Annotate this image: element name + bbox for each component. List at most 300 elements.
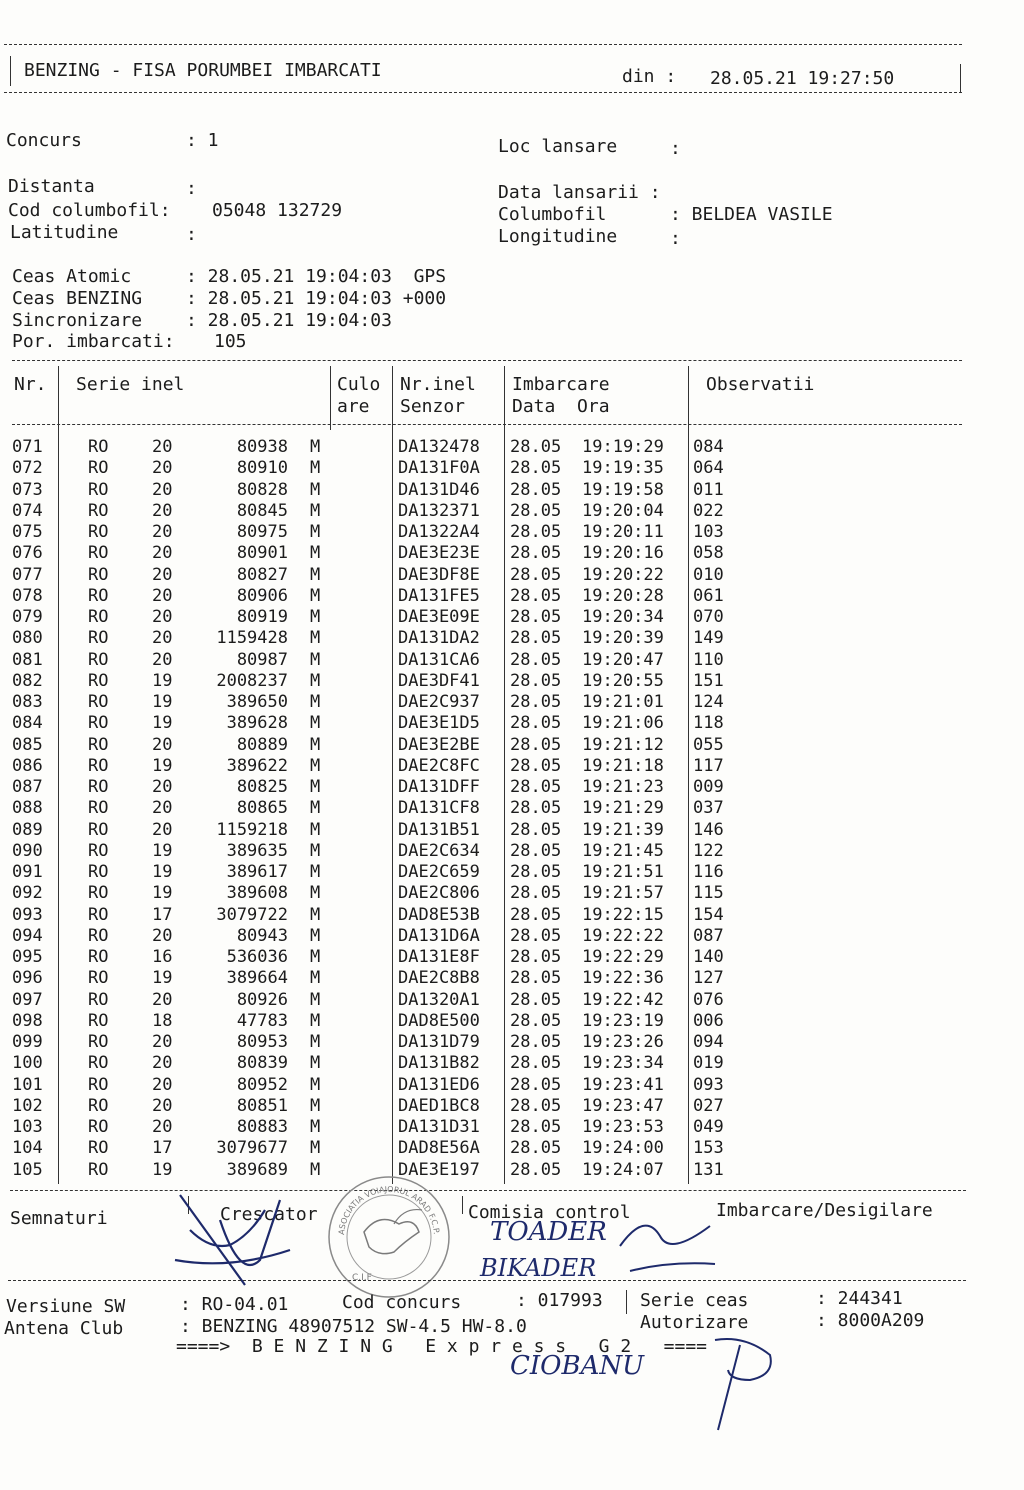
versiune-label: Versiune SW <box>6 1296 126 1317</box>
embark-time: 19:21:12 <box>582 734 664 755</box>
ring-year: 20 <box>152 607 173 627</box>
ring-number: 2008237 <box>216 670 288 691</box>
embark-time: 19:20:16 <box>582 543 664 564</box>
sex: M <box>310 947 321 967</box>
col-observatii-header: Observatii <box>706 374 815 395</box>
sensor-id: DA131F0A <box>398 458 480 479</box>
embark-date: 28.05 <box>510 692 562 712</box>
col-nr-header: Nr. <box>14 374 47 395</box>
country-code: RO <box>88 1095 109 1116</box>
embark-date: 28.05 <box>510 670 562 691</box>
sex: M <box>310 777 321 797</box>
autorizare-label: Autorizare <box>640 1312 749 1333</box>
table-row <box>0 522 1024 543</box>
ring-number: 389635 <box>226 840 288 861</box>
embark-time: 19:20:28 <box>582 585 664 606</box>
embark-date: 28.05 <box>510 1053 562 1074</box>
sex: M <box>310 798 321 819</box>
country-code: RO <box>88 1074 109 1095</box>
row-number: 082 <box>12 670 43 691</box>
row-number: 081 <box>12 649 43 670</box>
embark-time: 19:19:29 <box>582 437 664 457</box>
ring-year: 19 <box>152 755 173 776</box>
sensor-id: DAD8E56A <box>398 1138 480 1159</box>
embark-date: 28.05 <box>510 734 562 755</box>
sex: M <box>310 1010 321 1031</box>
ring-year: 17 <box>152 1138 173 1159</box>
sex: M <box>310 1074 321 1095</box>
sex: M <box>310 649 321 670</box>
ring-number: 80827 <box>236 564 288 585</box>
observation: 117 <box>693 755 724 776</box>
row-number: 087 <box>12 777 43 797</box>
ring-year: 20 <box>152 628 173 649</box>
sensor-id: DAE2C937 <box>398 692 480 712</box>
ring-number: 80865 <box>236 798 288 819</box>
ring-year: 19 <box>152 670 173 691</box>
sensor-id: DA132371 <box>398 500 480 521</box>
ring-number: 80906 <box>236 585 288 606</box>
ring-year: 20 <box>152 500 173 521</box>
embark-date: 28.05 <box>510 840 562 861</box>
columbofil-label: Columbofil <box>498 204 607 225</box>
ring-year: 19 <box>152 883 173 904</box>
row-number: 090 <box>12 840 43 861</box>
embark-date: 28.05 <box>510 755 562 776</box>
embark-date: 28.05 <box>510 1032 562 1052</box>
embark-date: 28.05 <box>510 989 562 1010</box>
observation: 061 <box>693 585 724 606</box>
association-stamp <box>321 1165 454 1302</box>
date-label: din : <box>622 66 677 87</box>
sex: M <box>310 500 321 521</box>
country-code: RO <box>88 522 109 542</box>
page-title: BENZING - FISA PORUMBEI IMBARCATI <box>24 60 382 81</box>
cod-columbofil-value: 05048 132729 <box>212 200 343 221</box>
sensor-id: DAE2C806 <box>398 883 480 904</box>
ring-number: 47783 <box>236 1010 288 1031</box>
embark-time: 19:24:00 <box>582 1138 664 1159</box>
row-number: 099 <box>12 1032 43 1052</box>
date-value: 28.05.21 19:27:50 <box>710 68 895 89</box>
embark-date: 28.05 <box>510 925 562 946</box>
embark-time: 19:22:22 <box>582 925 664 946</box>
serie-ceas-label: Serie ceas <box>640 1290 749 1311</box>
col-imbarcare-header-2: Data Ora <box>512 396 610 417</box>
sex: M <box>310 479 321 500</box>
sensor-id: DA131D6A <box>398 925 480 946</box>
ring-number: 80883 <box>236 1117 288 1137</box>
embark-date: 28.05 <box>510 904 562 925</box>
ring-year: 20 <box>152 819 173 840</box>
table-row <box>0 990 1024 1011</box>
observation: 010 <box>693 564 724 585</box>
col-culoare-header-2: are <box>337 396 370 417</box>
observation: 103 <box>693 522 724 542</box>
country-code: RO <box>88 1032 109 1052</box>
country-code: RO <box>88 649 109 670</box>
handwriting-line-2: BIKADER <box>480 1254 597 1282</box>
col-culoare-header-1: Culo <box>337 374 381 395</box>
row-number: 080 <box>12 628 43 649</box>
col-imbarcare-header-1: Imbarcare <box>512 374 610 395</box>
ring-year: 19 <box>152 713 173 734</box>
latitudine-value: : <box>186 224 197 245</box>
data-lansarii-label: Data lansarii : <box>498 182 661 203</box>
sex: M <box>310 713 321 734</box>
header-left-border <box>10 56 11 86</box>
ring-year: 18 <box>152 1010 173 1031</box>
sex: M <box>310 1138 321 1159</box>
sensor-id: DA131CF8 <box>398 798 480 819</box>
row-number: 074 <box>12 500 43 521</box>
table-header-rule <box>12 424 962 425</box>
table-row <box>0 1032 1024 1053</box>
table-row <box>0 841 1024 862</box>
table-row <box>0 968 1024 989</box>
country-code: RO <box>88 585 109 606</box>
country-code: RO <box>88 777 109 797</box>
embark-date: 28.05 <box>510 607 562 627</box>
sensor-id: DAE3E23E <box>398 543 480 564</box>
sensor-id: DAE2C8B8 <box>398 968 480 989</box>
observation: 087 <box>693 925 724 946</box>
table-row <box>0 1096 1024 1117</box>
row-number: 101 <box>12 1074 43 1095</box>
row-number: 075 <box>12 522 43 542</box>
country-code: RO <box>88 500 109 521</box>
sex: M <box>310 564 321 585</box>
sensor-id: DA131CA6 <box>398 649 480 670</box>
embark-time: 19:20:22 <box>582 564 664 585</box>
sex: M <box>310 968 321 989</box>
ring-year: 20 <box>152 1074 173 1095</box>
observation: 094 <box>693 1032 724 1052</box>
observation: 093 <box>693 1074 724 1095</box>
row-number: 079 <box>12 607 43 627</box>
observation: 124 <box>693 692 724 712</box>
row-number: 085 <box>12 734 43 755</box>
sensor-id: DAD8E500 <box>398 1010 480 1031</box>
embark-time: 19:21:45 <box>582 840 664 861</box>
row-number: 105 <box>12 1159 43 1180</box>
embark-date: 28.05 <box>510 585 562 606</box>
ring-number: 80910 <box>236 458 288 479</box>
country-code: RO <box>88 947 109 967</box>
table-row <box>0 713 1024 734</box>
row-number: 091 <box>12 862 43 882</box>
embark-time: 19:23:34 <box>582 1053 664 1074</box>
observation: 131 <box>693 1159 724 1180</box>
observation: 116 <box>693 862 724 882</box>
ring-year: 20 <box>152 585 173 606</box>
embark-date: 28.05 <box>510 1074 562 1095</box>
sex: M <box>310 628 321 649</box>
country-code: RO <box>88 458 109 479</box>
autorizare-value: : 8000A209 <box>816 1310 925 1331</box>
cod-concurs-value: : 017993 <box>516 1290 603 1311</box>
ring-number: 389617 <box>226 862 288 882</box>
country-code: RO <box>88 543 109 564</box>
ring-number: 80952 <box>236 1074 288 1095</box>
observation: 037 <box>693 798 724 819</box>
ring-year: 20 <box>152 479 173 500</box>
embark-time: 19:21:18 <box>582 755 664 776</box>
row-number: 083 <box>12 692 43 712</box>
ring-year: 19 <box>152 968 173 989</box>
country-code: RO <box>88 1010 109 1031</box>
sensor-id: DA131DA2 <box>398 628 480 649</box>
sex: M <box>310 1159 321 1180</box>
observation: 022 <box>693 500 724 521</box>
ring-number: 389622 <box>226 755 288 776</box>
table-row <box>0 926 1024 947</box>
ceas-atomic-value: : 28.05.21 19:04:03 GPS <box>186 266 447 287</box>
ring-number: 389650 <box>226 692 288 712</box>
sensor-id: DAE3E197 <box>398 1159 480 1180</box>
ring-year: 20 <box>152 1032 173 1052</box>
embark-date: 28.05 <box>510 500 562 521</box>
sensor-id: DA131D79 <box>398 1032 480 1052</box>
sensor-id: DAE3E1D5 <box>398 713 480 734</box>
table-top-rule <box>12 360 962 361</box>
longitudine-value: : <box>670 228 681 249</box>
distanta-value: : <box>186 178 197 199</box>
stamp-bottom-text: C.I.F <box>352 1273 372 1283</box>
embark-date: 28.05 <box>510 1095 562 1116</box>
sensor-id: DA1322A4 <box>398 522 480 542</box>
embark-time: 19:20:11 <box>582 522 664 542</box>
sex: M <box>310 1095 321 1116</box>
row-number: 104 <box>12 1138 43 1159</box>
table-row <box>0 628 1024 649</box>
country-code: RO <box>88 925 109 946</box>
embark-time: 19:24:07 <box>582 1159 664 1180</box>
embark-time: 19:23:19 <box>582 1010 664 1031</box>
ring-number: 80851 <box>236 1095 288 1116</box>
sex: M <box>310 458 321 479</box>
country-code: RO <box>88 479 109 500</box>
ring-year: 19 <box>152 1159 173 1180</box>
col-serie-header: Serie inel <box>76 374 185 395</box>
concurs-label: Concurs <box>6 130 82 151</box>
embark-date: 28.05 <box>510 649 562 670</box>
ring-number: 389664 <box>226 968 288 989</box>
table-row <box>0 735 1024 756</box>
table-bottom-rule <box>10 1190 966 1191</box>
country-code: RO <box>88 840 109 861</box>
sincronizare-label: Sincronizare <box>12 310 143 331</box>
embark-time: 19:22:36 <box>582 968 664 989</box>
sensor-id: DAED1BC8 <box>398 1095 480 1116</box>
ring-number: 80889 <box>236 734 288 755</box>
ring-number: 80953 <box>236 1032 288 1052</box>
sex: M <box>310 862 321 882</box>
sensor-id: DAE3DF41 <box>398 670 480 691</box>
sex: M <box>310 692 321 712</box>
embark-date: 28.05 <box>510 777 562 797</box>
sig-sep-2 <box>462 1196 463 1214</box>
row-number: 096 <box>12 968 43 989</box>
country-code: RO <box>88 1138 109 1159</box>
country-code: RO <box>88 989 109 1010</box>
table-row <box>0 565 1024 586</box>
ring-number: 80828 <box>236 479 288 500</box>
ring-year: 20 <box>152 458 173 479</box>
observation: 058 <box>693 543 724 564</box>
row-number: 089 <box>12 819 43 840</box>
ring-number: 3079677 <box>216 1138 288 1159</box>
sensor-id: DAE2C8FC <box>398 755 480 776</box>
footer-sep <box>626 1290 627 1314</box>
sex: M <box>310 755 321 776</box>
row-number: 097 <box>12 989 43 1010</box>
observation: 070 <box>693 607 724 627</box>
table-row <box>0 883 1024 904</box>
sensor-id: DAE3DF8E <box>398 564 480 585</box>
table-row <box>0 777 1024 798</box>
row-number: 072 <box>12 458 43 479</box>
ring-year: 19 <box>152 840 173 861</box>
observation: 064 <box>693 458 724 479</box>
ceas-atomic-label: Ceas Atomic <box>12 266 132 287</box>
embark-time: 19:23:53 <box>582 1117 664 1137</box>
sex: M <box>310 734 321 755</box>
embark-date: 28.05 <box>510 1010 562 1031</box>
table-row <box>0 501 1024 522</box>
ring-number: 1159428 <box>216 628 288 649</box>
sensor-id: DAE3E2BE <box>398 734 480 755</box>
embark-date: 28.05 <box>510 1159 562 1180</box>
svg-text:ASOCIATIA VOIAJORUL ARAD F.C.P <box>321 1165 441 1235</box>
embark-time: 19:19:35 <box>582 458 664 479</box>
ring-year: 20 <box>152 734 173 755</box>
serie-ceas-value: : 244341 <box>816 1288 903 1309</box>
observation: 127 <box>693 968 724 989</box>
handwriting-line-3: CIOBANU <box>510 1351 645 1381</box>
embark-time: 19:21:51 <box>582 862 664 882</box>
sensor-id: DAE2C634 <box>398 840 480 861</box>
row-number: 071 <box>12 437 43 457</box>
observation: 154 <box>693 904 724 925</box>
crescator-label: Crescator <box>220 1204 318 1225</box>
ring-year: 20 <box>152 798 173 819</box>
embark-time: 19:20:55 <box>582 670 664 691</box>
embark-time: 19:20:04 <box>582 500 664 521</box>
country-code: RO <box>88 607 109 627</box>
sensor-id: DAE2C659 <box>398 862 480 882</box>
country-code: RO <box>88 798 109 819</box>
ring-year: 20 <box>152 1117 173 1137</box>
por-imbarcati-value: 105 <box>214 331 247 352</box>
observation: 122 <box>693 840 724 861</box>
sensor-id: DA131D46 <box>398 479 480 500</box>
table-row <box>0 1117 1024 1138</box>
ring-year: 16 <box>152 947 173 967</box>
sensor-id: DA131FE5 <box>398 585 480 606</box>
sensor-id: DA131D31 <box>398 1117 480 1137</box>
sex: M <box>310 883 321 904</box>
embark-date: 28.05 <box>510 1138 562 1159</box>
ring-number: 80987 <box>236 649 288 670</box>
sensor-id: DA131E8F <box>398 947 480 967</box>
table-row <box>0 1011 1024 1032</box>
country-code: RO <box>88 670 109 691</box>
observation: 009 <box>693 777 724 797</box>
ring-number: 1159218 <box>216 819 288 840</box>
ring-number: 389689 <box>226 1159 288 1180</box>
sex: M <box>310 1117 321 1137</box>
columbofil-value: : BELDEA VASILE <box>670 204 833 225</box>
sensor-id: DAE3E09E <box>398 607 480 627</box>
embark-time: 19:22:42 <box>582 989 664 1010</box>
row-number: 094 <box>12 925 43 946</box>
row-number: 086 <box>12 755 43 776</box>
country-code: RO <box>88 862 109 882</box>
ring-number: 389608 <box>226 883 288 904</box>
observation: 151 <box>693 670 724 691</box>
ring-year: 20 <box>152 649 173 670</box>
embark-time: 19:20:39 <box>582 628 664 649</box>
observation: 153 <box>693 1138 724 1159</box>
ring-year: 17 <box>152 904 173 925</box>
table-row <box>0 543 1024 564</box>
col-sep-serie <box>330 366 331 430</box>
sex: M <box>310 925 321 946</box>
ring-year: 20 <box>152 1053 173 1074</box>
ring-year: 20 <box>152 437 173 457</box>
sensor-id: DA131ED6 <box>398 1074 480 1095</box>
country-code: RO <box>88 1053 109 1074</box>
country-code: RO <box>88 1117 109 1137</box>
sex: M <box>310 543 321 564</box>
embark-date: 28.05 <box>510 798 562 819</box>
row-number: 098 <box>12 1010 43 1031</box>
row-number: 088 <box>12 798 43 819</box>
embark-time: 19:23:41 <box>582 1074 664 1095</box>
table-row <box>0 1053 1024 1074</box>
ring-number: 80919 <box>236 607 288 627</box>
embark-time: 19:21:57 <box>582 883 664 904</box>
ring-year: 19 <box>152 692 173 712</box>
observation: 115 <box>693 883 724 904</box>
sex: M <box>310 1032 321 1052</box>
embark-time: 19:20:47 <box>582 649 664 670</box>
country-code: RO <box>88 628 109 649</box>
imbarcare-desigilare-label: Imbarcare/Desigilare <box>716 1200 933 1221</box>
row-number: 093 <box>12 904 43 925</box>
col-nrinel-header-1: Nr.inel <box>400 374 476 395</box>
longitudine-label: Longitudine <box>498 226 618 247</box>
country-code: RO <box>88 564 109 585</box>
row-number: 095 <box>12 947 43 967</box>
antena-label: Antena Club <box>4 1318 124 1339</box>
observation: 019 <box>693 1053 724 1074</box>
table-row <box>0 905 1024 926</box>
ring-year: 20 <box>152 777 173 797</box>
table-row <box>0 798 1024 819</box>
ring-number: 389628 <box>226 713 288 734</box>
table-row <box>0 1075 1024 1096</box>
crescator-signature <box>170 1190 330 1300</box>
embark-time: 19:21:01 <box>582 692 664 712</box>
ring-year: 20 <box>152 564 173 585</box>
country-code: RO <box>88 904 109 925</box>
observation: 110 <box>693 649 724 670</box>
table-row <box>0 862 1024 883</box>
row-number: 076 <box>12 543 43 564</box>
sex: M <box>310 607 321 627</box>
